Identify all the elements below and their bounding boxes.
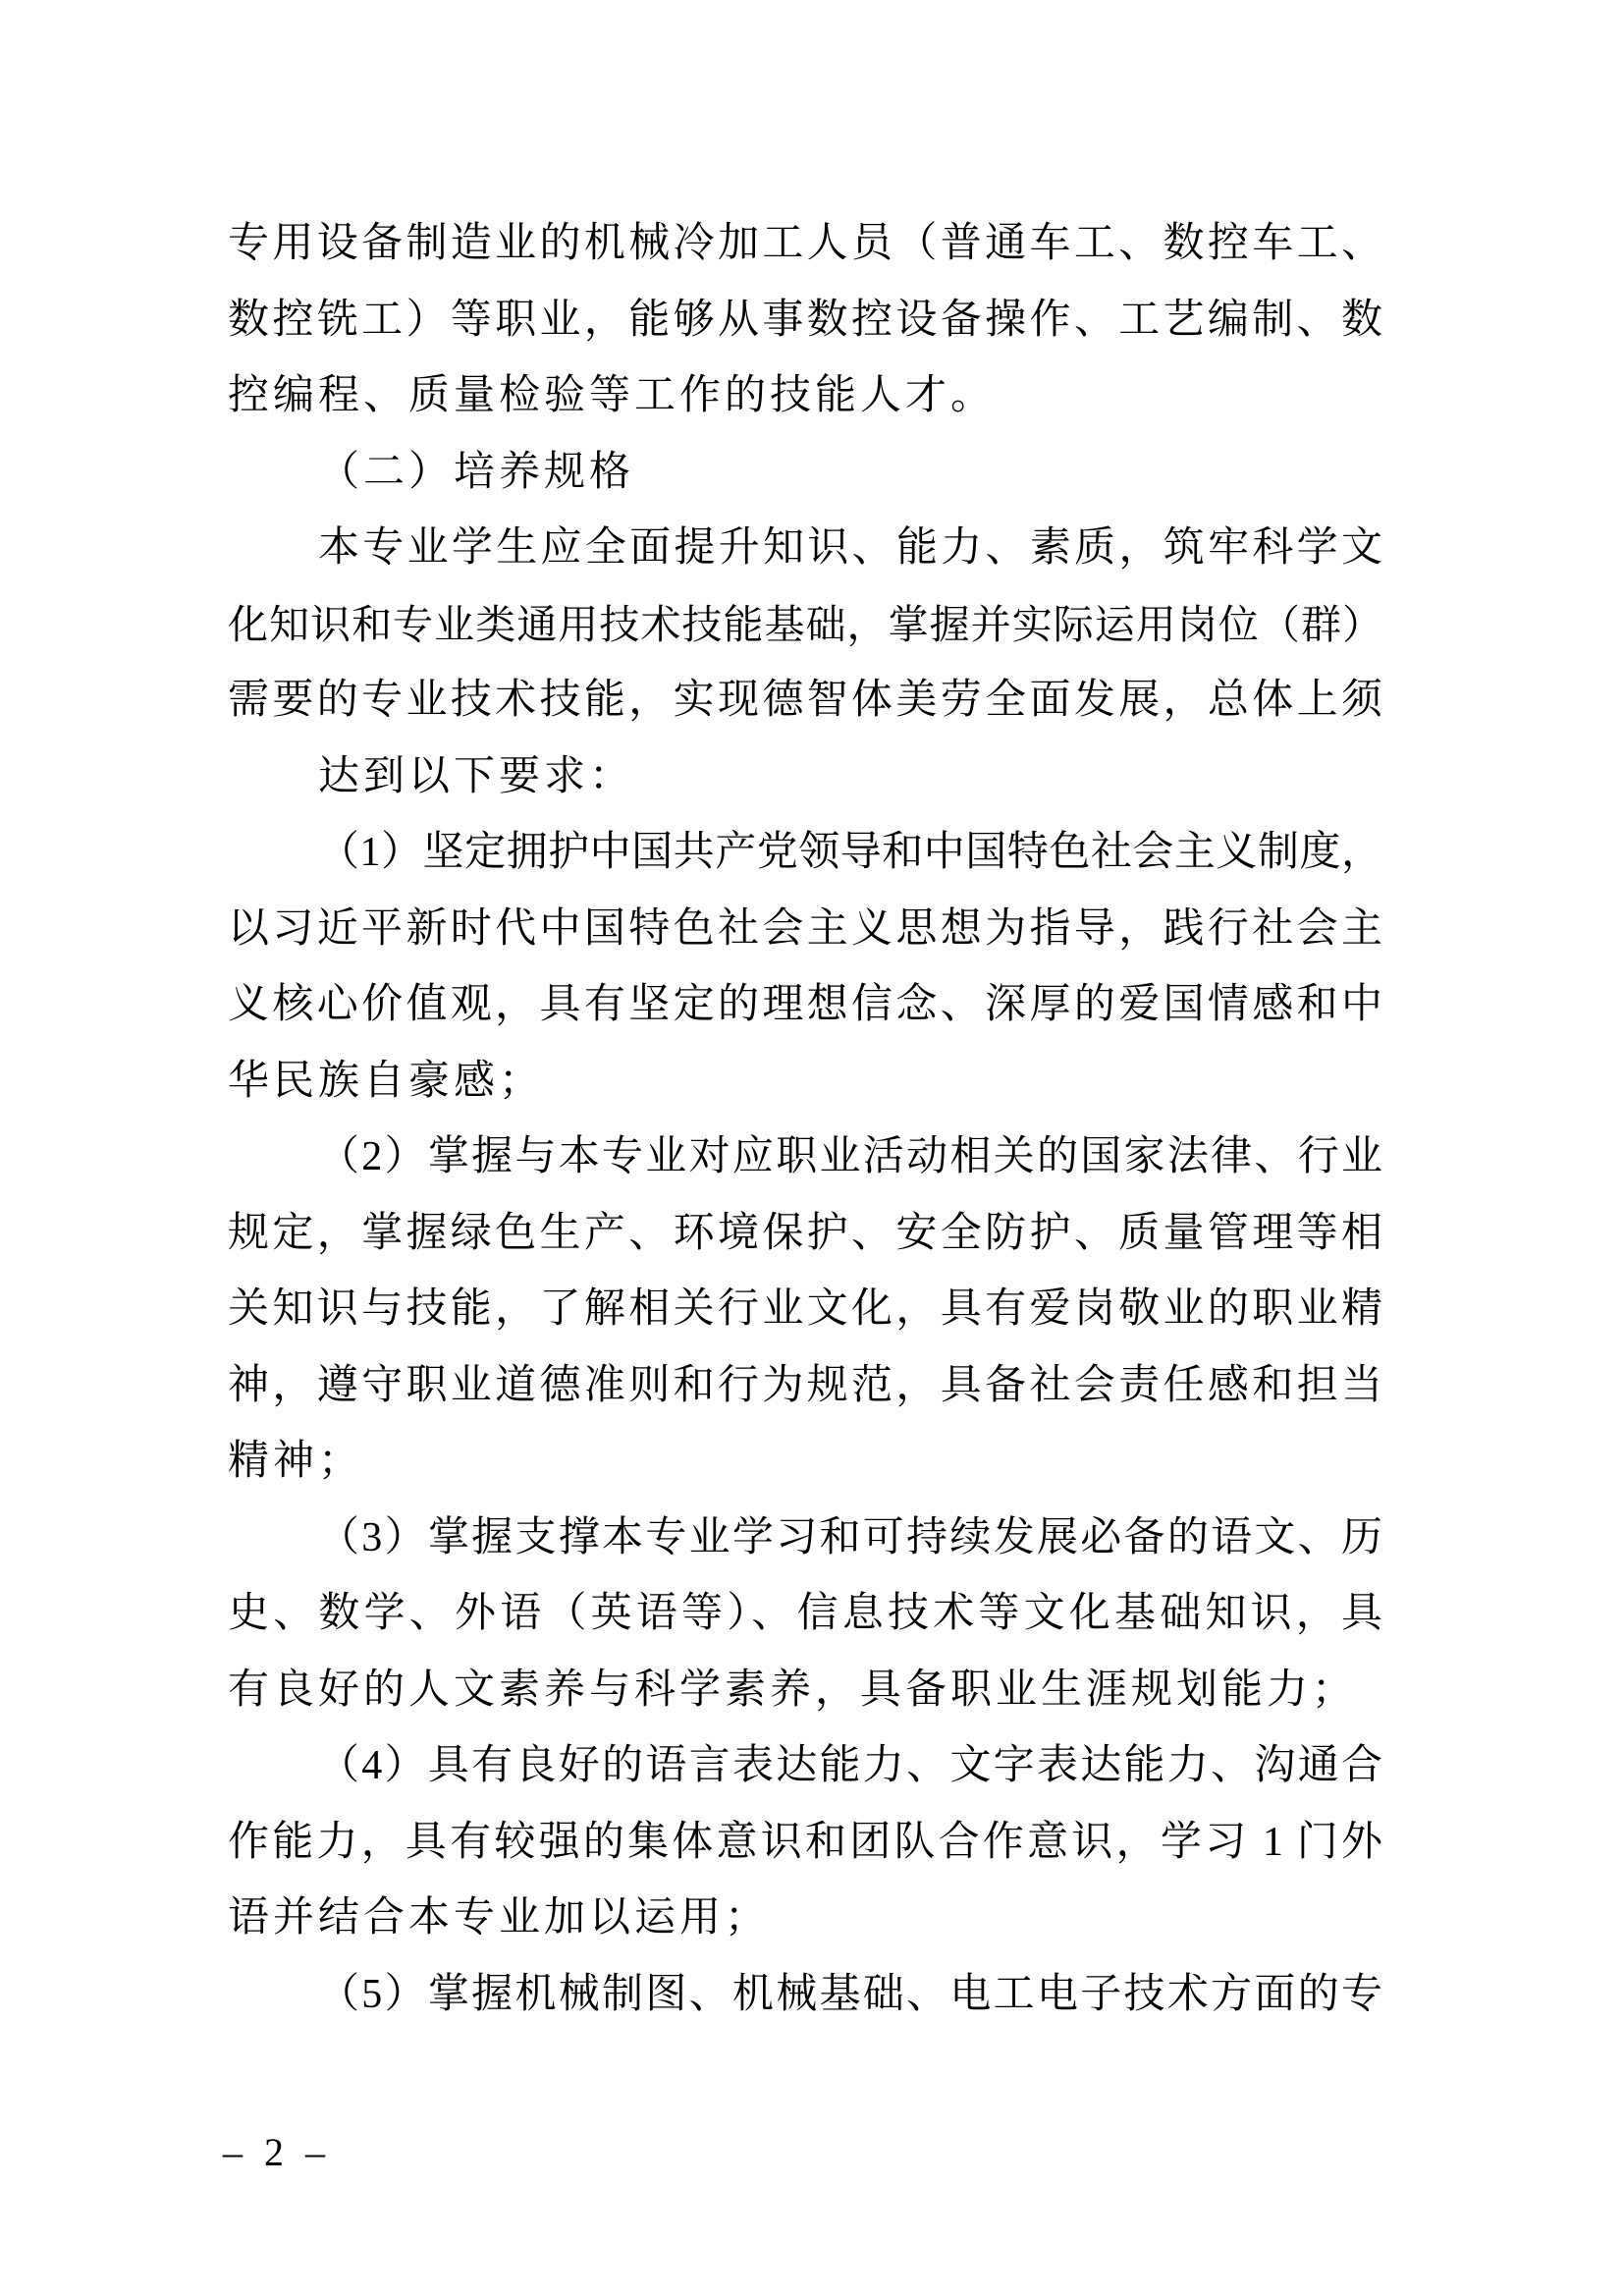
- doc-line: （5）掌握机械制图、机械基础、电工电子技术方面的专: [318, 1971, 1382, 2017]
- page-number: – 2 –: [223, 2130, 331, 2174]
- doc-line: 数控铣工）等职业，能够从事数控设备操作、工艺编制、数: [228, 297, 1382, 343]
- doc-line: 神，遵守职业道德准则和行为规范，具备社会责任感和担当: [228, 1362, 1382, 1408]
- doc-line: 达到以下要求：: [318, 753, 635, 799]
- doc-line: 专用设备制造业的机械冷加工人员（普通车工、数控车工、: [228, 221, 1382, 266]
- doc-line: 需要的专业技术技能，实现德智体美劳全面发展，总体上须: [228, 678, 1382, 723]
- doc-line: 化知识和专业类通用技术技能基础，掌握并实际运用岗位（群）: [228, 601, 1382, 647]
- doc-line: （1）坚定拥护中国共产党领导和中国特色社会主义制度，: [318, 830, 1382, 875]
- doc-line: 义核心价值观，具有坚定的理想信念、深厚的爱国情感和中: [228, 982, 1382, 1027]
- doc-line: 关知识与技能，了解相关行业文化，具有爱岗敬业的职业精: [228, 1286, 1382, 1332]
- doc-line: 精神；: [228, 1439, 364, 1484]
- doc-line: 语并结合本专业加以运用；: [228, 1895, 771, 1941]
- doc-line: 控编程、质量检验等工作的技能人才。: [228, 373, 997, 418]
- doc-line: 以习近平新时代中国特色社会主义思想为指导，践行社会主: [228, 905, 1382, 952]
- doc-line: 华民族自豪感；: [228, 1058, 545, 1104]
- doc-line: （2）掌握与本专业对应职业活动相关的国家法律、行业: [318, 1134, 1382, 1179]
- document-body: [228, 206, 1382, 2033]
- doc-line: 规定，掌握绿色生产、环境保护、安全防护、质量管理等相: [228, 1210, 1382, 1256]
- doc-line: 作能力，具有较强的集体意识和团队合作意识，学习 1 门外: [228, 1819, 1382, 1865]
- doc-line: （4）具有良好的语言表达能力、文字表达能力、沟通合: [318, 1743, 1382, 1788]
- doc-line: 本专业学生应全面提升知识、能力、素质，筑牢科学文: [318, 525, 1382, 571]
- doc-line: 史、数学、外语（英语等）、信息技术等文化基础知识，具: [228, 1591, 1382, 1636]
- doc-line: （3）掌握支撑本专业学习和可持续发展必备的语文、历: [318, 1514, 1382, 1560]
- doc-line: 有良好的人文素养与科学素养，具备职业生涯规划能力；: [228, 1667, 1358, 1713]
- doc-section-heading: （二）培养规格: [318, 449, 635, 495]
